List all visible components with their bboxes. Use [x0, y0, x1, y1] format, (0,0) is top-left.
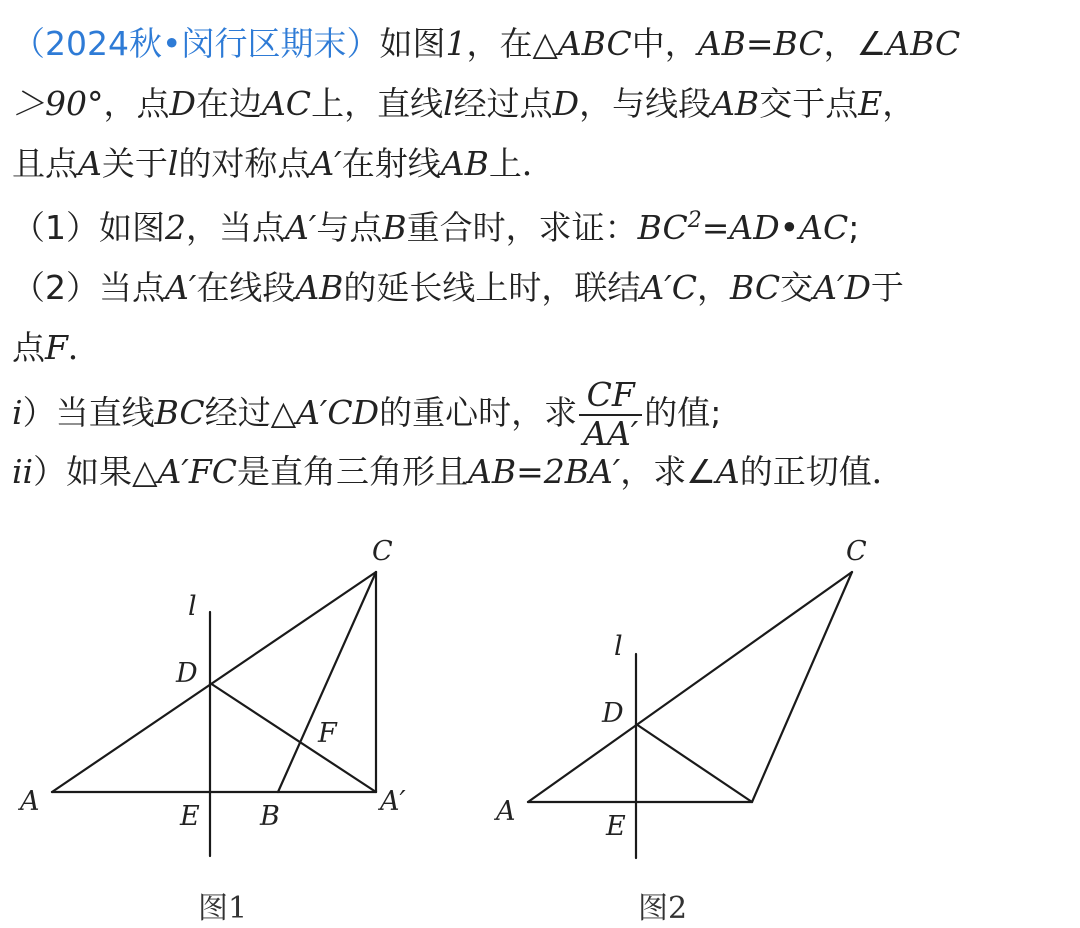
- intro-line-3: 且点A关于l的对称点A′在射线AB上．: [12, 144, 555, 183]
- part2-line-2: 点F．: [12, 328, 101, 367]
- figure-2: [493, 536, 867, 926]
- fig2-label-E: E: [606, 811, 626, 842]
- fig1-segment-DA-prime: [210, 683, 376, 792]
- fig1-label-F: F: [318, 718, 337, 749]
- part1-line: （1）如图2，当点A′与点B重合时，求证：$BC^2=AD•AC$;: [12, 208, 860, 247]
- fig2-segment-DB: [636, 724, 752, 802]
- problem-source: （2024秋•闵行区期末）: [12, 24, 380, 63]
- fraction-cf-over-aa: $\frac{CF}{AA'}$: [579, 378, 642, 451]
- fig1-label-A: A: [20, 786, 40, 817]
- figure-1: [17, 536, 406, 926]
- fig2-label-A: A: [496, 796, 516, 827]
- intro-line-2: ＞90°，点D在边AC上，直线l经过点D，与线段AB交于点E，: [12, 84, 916, 123]
- fig1-label-D: D: [176, 658, 198, 689]
- fig1-label-E: E: [180, 801, 200, 832]
- fig2-caption: 图2: [638, 891, 688, 926]
- figures: [0, 530, 1080, 928]
- fig1-label-A-prime: A′: [380, 786, 406, 817]
- problem-text: [12, 14, 1072, 502]
- fig2-label-D: D: [602, 698, 624, 729]
- fig1-label-C: C: [372, 536, 393, 567]
- part2-line-1: （2）当点A′在线段AB的延长线上时，联结A′C，BC交A′D于: [12, 268, 904, 307]
- fig2-label-l: l: [614, 631, 623, 662]
- fig1-label-B: B: [260, 801, 280, 832]
- fig1-label-l: l: [188, 591, 197, 622]
- fig2-label-C: C: [846, 536, 867, 567]
- fig1-caption: 图1: [198, 891, 248, 926]
- intro-line-1: （2024秋•闵行区期末）如图1，在△ABC中，AB=BC，∠ABC: [12, 24, 961, 63]
- sub-i-line: i）当直线BC经过△A′CD的重心时，求 $\frac{CF}{AA'}$ 的值;: [12, 375, 722, 453]
- fig2-segment-AC: [528, 572, 852, 802]
- sub-ii-line: ii）如果△A′FC是直角三角形且AB=2BA′，求∠A的正切值．: [12, 452, 905, 491]
